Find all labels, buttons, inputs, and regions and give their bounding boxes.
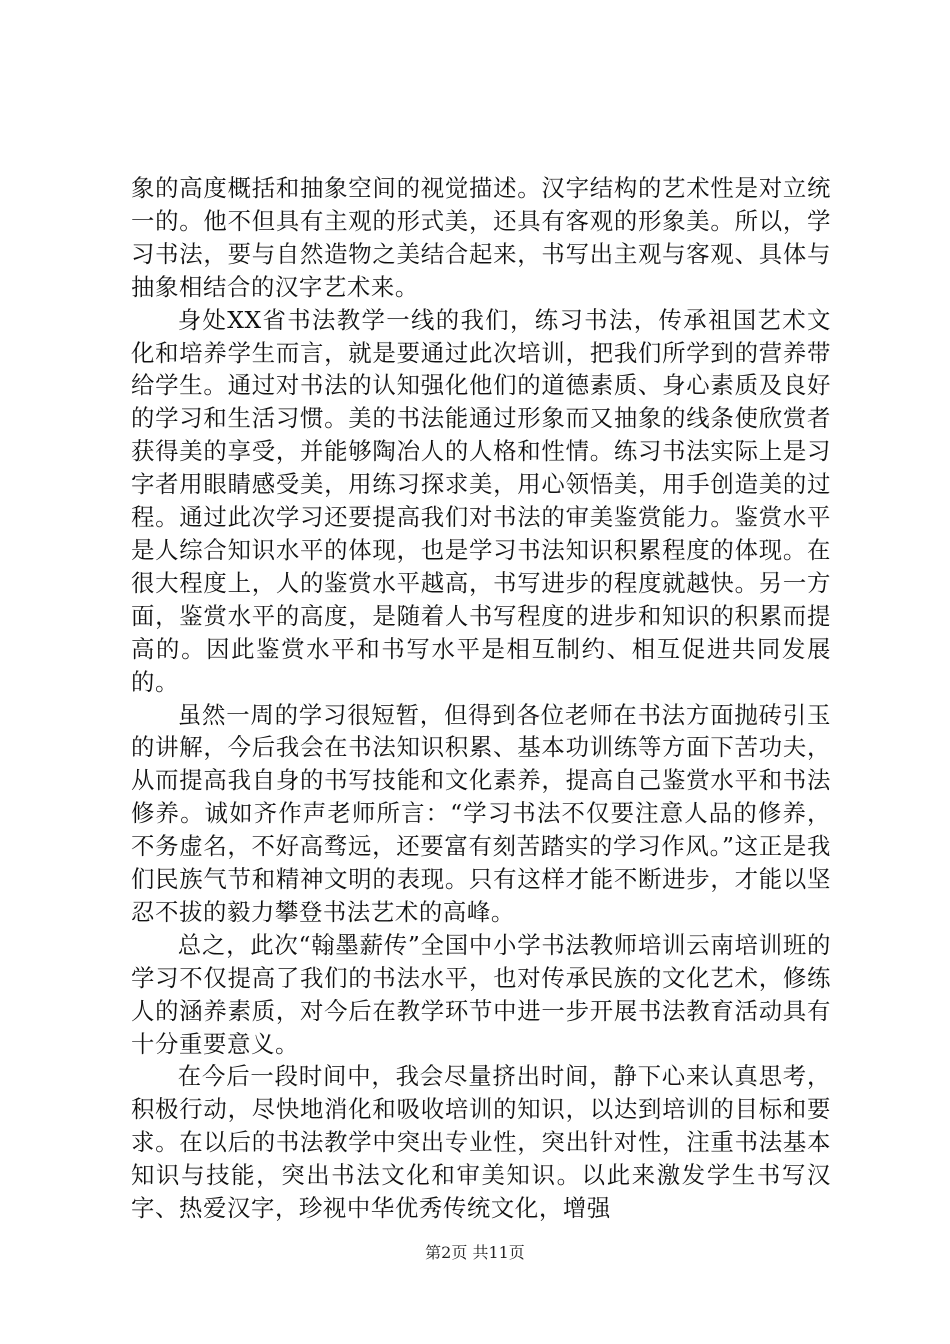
page-number-footer: 第2页 共11页: [425, 1243, 525, 1262]
paragraph-4: 总之，此次“翰墨薪传”全国中小学书法教师培训云南培训班的学习不仅提高了我们的书法水平，也对传承民族的文化艺术，修练人的涵养素质，对今后在教学环节中进一步开展书法教育活动具有十分重要意义。: [131, 930, 831, 1058]
document-body: [131, 172, 831, 1225]
paragraph-1: 象的高度概括和抽象空间的视觉描述。汉字结构的艺术性是对立统一的。他不但具有主观的形式美，还具有客观的形象美。所以，学习书法，要与自然造物之美结合起来，书写出主观与客观、具体与抽象相结合的汉字艺术来。: [131, 174, 831, 301]
paragraph-5: 在今后一段时间中，我会尽量挤出时间，静下心来认真思考，积极行动，尽快地消化和吸收培训的知识，以达到培训的目标和要求。在以后的书法教学中突出专业性，突出针对性，注重书法基本知识与技能，突出书法文化和审美知识。以此来激发学生书写汉字、热爱汉字，珍视中华优秀传统文化，增强: [131, 1062, 831, 1223]
paragraph-2: 身处XX省书法教学一线的我们，练习书法，传承祖国艺术文化和培养学生而言，就是要通过此次培训，把我们所学到的营养带给学生。通过对书法的认知强化他们的道德素质、身心素质及良好的学习和生活习惯。美的书法能通过形象而又抽象的线条使欣赏者获得美的享受，并能够陶冶人的人格和性情。练习书法实际上是习字者用眼睛感受美，用练习探求美，用心领悟美，用手创造美的过程。通过此次学习还要提高我们对书法的审美鉴赏能力。鉴赏水平是人综合知识水平的体现，也是学习书法知识积累程度的体现。在很大程度上，人的鉴赏水平越高，书写进步的程度就越快。另一方面，鉴赏水平的高度，是随着人书写程度的进步和知识的积累而提高的。因此鉴赏水平和书写水平是相互制约、相互促进共同发展的。: [131, 305, 831, 696]
paragraph-3: 虽然一周的学习很短暂，但得到各位老师在书法方面抛砖引玉的讲解，今后我会在书法知识积累、基本功训练等方面下苦功夫，从而提高我自身的书写技能和文化素养，提高自己鉴赏水平和书法修养。诚如齐作声老师所言：“学习书法不仅要注意人品的修养，不务虚名，不好高骛远，还要富有刻苦踏实的学习作风。”这正是我们民族气节和精神文明的表现。只有这样才能不断进步，才能以坚忍不拔的毅力攀登书法艺术的高峰。: [131, 700, 831, 926]
